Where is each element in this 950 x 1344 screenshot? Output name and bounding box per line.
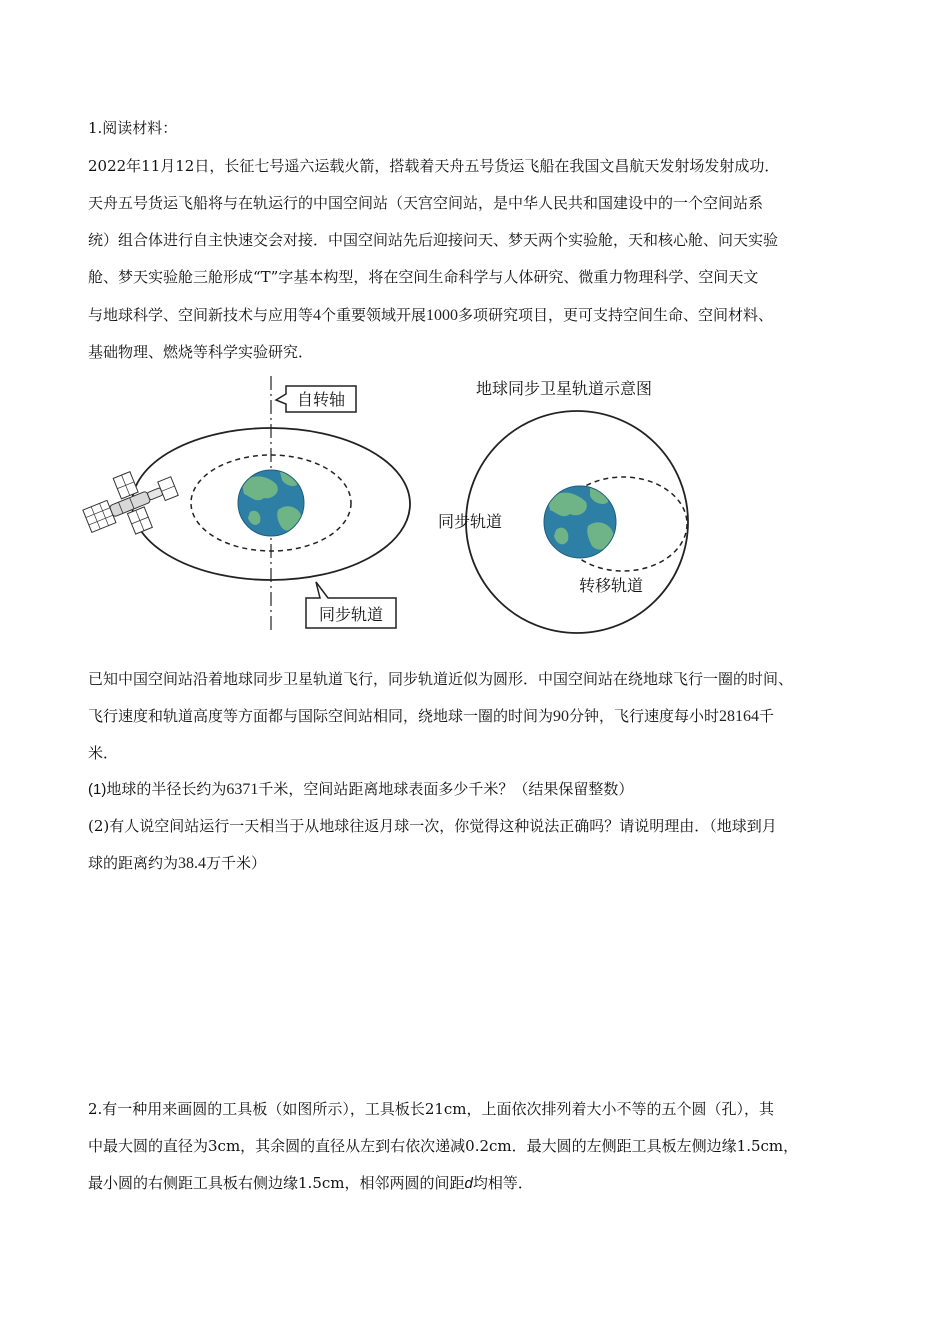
- callout-sync-orbit: [306, 582, 396, 628]
- text-segment: 千米，空间站距离地球表面多少千米？（结果保留整数）: [258, 780, 634, 798]
- problem1-para1-line5: [88, 305, 773, 326]
- question2-line1: (2)有人说空间站运行一天相当于从地球往返月球一次，你觉得这种说法正确吗？请说明理由．（地球到月: [88, 817, 777, 835]
- space-station-icon: [76, 458, 186, 549]
- variable-d: d: [464, 1175, 473, 1192]
- label-left-sync-orbit: 同步轨道: [318, 605, 384, 624]
- callout-rotation-axis: [276, 386, 356, 412]
- question1: [88, 779, 633, 800]
- number-6371: 6371: [226, 781, 259, 798]
- text-segment: 多项研究项目，更可支持空间生命、空间材料、: [458, 306, 774, 324]
- problem2-line3: [88, 1173, 533, 1194]
- text-segment: 千: [759, 707, 775, 725]
- earth-icon-right: [544, 486, 616, 558]
- label-right-sync-orbit: 同步轨道: [437, 512, 503, 531]
- problem1-para1-line4: 舱、梦天实验舱三舱形成“T”字基本构型，将在空间生命科学与人体研究、微重力物理科学、空间天文: [88, 268, 759, 286]
- problem1-para2-line3: 米．: [88, 744, 119, 762]
- problem1-heading: 1.阅读材料：: [88, 119, 178, 137]
- problem1-para2-line2: [88, 706, 774, 727]
- number-1000: 1000: [426, 307, 459, 324]
- text-segment: 个重要领域开展: [321, 306, 427, 324]
- orbit-figure: [0, 372, 950, 642]
- text-segment: 最小圆的右侧距工具板右侧边缘1.5cm，相邻两圆的间距: [88, 1174, 465, 1192]
- text-segment: 飞行速度和轨道高度等方面都与国际空间站相同，绕地球一圈的时间为: [88, 707, 554, 725]
- problem1-para1-line1: 2022年11月12日，长征七号遥六运载火箭，搭载着天舟五号货运飞船在我国文昌航天发射场发射成功．: [88, 157, 780, 175]
- problem2-line1: 2.有一种用来画圆的工具板（如图所示），工具板长21cm，上面依次排列着大小不等的五个圆（孔），其: [88, 1100, 775, 1118]
- text-segment: 与地球科学、空间新技术与应用等: [88, 306, 314, 324]
- problem1-para2-line1: 已知中国空间站沿着地球同步卫星轨道飞行，同步轨道近似为圆形．中国空间站在绕地球飞行一圈的时间、: [88, 670, 794, 688]
- right-diagram-title: 地球同步卫星轨道示意图: [475, 379, 653, 398]
- problem2-line2: 中最大圆的直径为3cm，其余圆的直径从左到右依次递减0.2cm．最大圆的左侧距工具板左侧边缘1.5cm，: [88, 1137, 799, 1155]
- label-rotation-axis: 自转轴: [296, 390, 346, 409]
- problem1-para1-line3: 统）组合体进行自主快速交会对接．中国空间站先后迎接问天、梦天两个实验舱，天和核心舱、问天实验: [88, 231, 779, 249]
- text-segment: 球的距离约为: [88, 854, 179, 872]
- number-38-4: 38.4: [178, 855, 207, 872]
- text-segment: (1)地球的半径长约为: [88, 781, 227, 798]
- left-diagram: [76, 376, 410, 630]
- label-transfer-orbit: 转移轨道: [578, 576, 644, 595]
- number-4: 4: [313, 307, 322, 324]
- question2-line2: [88, 853, 266, 874]
- text-segment: 万千米）: [206, 854, 267, 872]
- right-diagram: [438, 379, 688, 633]
- number-90: 90: [553, 708, 570, 725]
- text-segment: 分钟，飞行速度每小时: [569, 707, 720, 725]
- text-segment: 均相等．: [472, 1174, 533, 1192]
- problem1-para1-line6: 基础物理、燃烧等科学实验研究．: [88, 343, 314, 361]
- problem1-para1-line2: 天舟五号货运飞船将与在轨运行的中国空间站（天宫空间站，是中华人民共和国建设中的一个空间站系: [88, 194, 764, 212]
- number-28164: 28164: [719, 708, 760, 725]
- earth-icon: [238, 470, 304, 536]
